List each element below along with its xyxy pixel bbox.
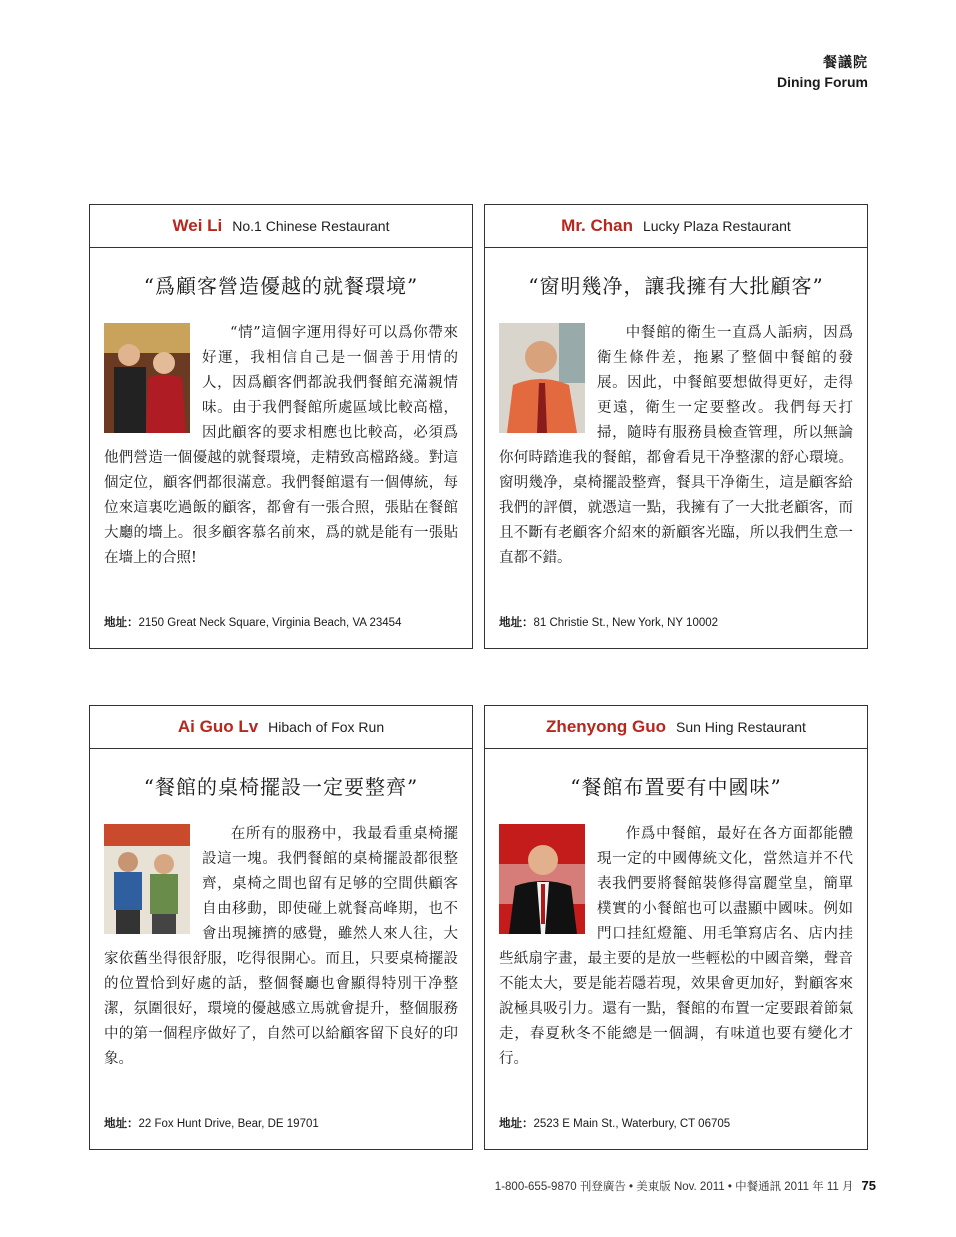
interview-card-wei-li — [89, 204, 473, 649]
headline-quote: “窗明幾净，讓我擁有大批顧客” — [528, 274, 824, 298]
address-line — [104, 614, 401, 630]
address-line — [104, 1115, 319, 1131]
restaurant-name: Sun Hing Restaurant — [675, 719, 806, 735]
portrait-photo — [499, 824, 585, 934]
interview-card-ai-guo-lv — [89, 705, 473, 1150]
article-text: 作爲中餐館，最好在各方面都能體現一定的中國傳統文化，當然這并不代表我們要將餐館裝修得富麗堂皇，簡單樸實的小餐館也可以盡顯中國味。例如門口挂紅燈籠、用毛筆寫店名、店内挂些紙扇字畫，最主要的是放一些輕松的中國音樂，聲音不能太大，要是能若隱若現，效果會更加好，對顧客來說極具吸引力。還有一點，餐館的布置一定要跟着節氣走，春夏秋冬不能總是一個調，有味道也要有變化才行。 — [499, 826, 853, 1067]
interviewee-name: Mr. Chan — [561, 216, 633, 235]
section-header — [777, 52, 868, 90]
address-line — [499, 614, 718, 630]
restaurant-name: Hibach of Fox Run — [268, 719, 385, 735]
headline-quote: “餐館布置要有中國味” — [570, 775, 782, 799]
headline-quote: “爲顧客營造優越的就餐環境” — [143, 274, 419, 298]
address-label: 地址： — [499, 617, 534, 629]
restaurant-name: No.1 Chinese Restaurant — [232, 218, 390, 234]
article-text: “情”這個字運用得好可以爲你帶來好運，我相信自己是一個善于用情的人，因爲顧客們都說我們餐館充滿親情味。由于我們餐館所處區域比較高檔，因此顧客的要求相應也比較高，必須爲他們營造一個優越的就餐環境，走精致高檔路綫。對這個定位，顧客們都很滿意。我們餐館還有一個傳統，每位來這裏吃過飯的顧客，都會有一張合照，張貼在餐館大廳的墻上。很多顧客慕名前來，爲的就是能有一張貼在墻上的合照! — [104, 325, 458, 566]
article-body — [499, 321, 853, 571]
card-header — [485, 706, 867, 749]
address-value: 22 Fox Hunt Drive, Bear, DE 19701 — [138, 1118, 319, 1130]
card-header — [90, 706, 472, 749]
address-value: 2523 E Main St., Waterbury, CT 06705 — [533, 1118, 731, 1130]
article-text: 在所有的服務中，我最看重桌椅擺設這一塊。我們餐館的桌椅擺設都很整齊，桌椅之間也留有足够的空間供顧客自由移動，即使碰上就餐高峰期，也不會出現擁擠的感覺，雖然人來人往，大家依舊坐得很舒服，吃得很開心。而且，只要桌椅擺設的位置恰到好處的話，整個餐廳也會顯得特別干净整潔，氛圍很好，環境的優越感立馬就會提升，整個服務中的第一個程序做好了，自然可以給顧客留下良好的印象。 — [104, 826, 458, 1067]
article-body — [104, 321, 458, 571]
interview-card-zhenyong-guo — [484, 705, 868, 1150]
headline-quote: “餐館的桌椅擺設一定要整齊” — [143, 775, 419, 799]
address-line — [499, 1115, 730, 1131]
interviewee-name: Ai Guo Lv — [177, 717, 259, 736]
page-number: 75 — [861, 1178, 876, 1193]
article-text: 中餐館的衛生一直爲人詬病，因爲衛生條件差，拖累了整個中餐館的發展。因此，中餐館要想做得更好，走得更遠，衛生一定要整改。我們每天打掃，隨時有服務員檢查管理，所以無論你何時踏進我的餐館，都會看見干净整潔的舒心環境。窗明幾净，桌椅擺設整齊，餐具干净衛生，這是顧客給我們的評價，就憑這一點，我擁有了一大批老顧客，而且不斷有老顧客介紹來的新顧客光臨，所以我們生意一直都不錯。 — [499, 325, 853, 566]
restaurant-name: Lucky Plaza Restaurant — [642, 218, 791, 234]
footer-text: 1-800-655-9870 刊登廣告 • 美東版 Nov. 2011 • 中餐通訊 2011 年 11 月 — [494, 1181, 854, 1193]
section-title-cn: 餐議院 — [823, 55, 868, 71]
address-value: 2150 Great Neck Square, Virginia Beach, VA 23454 — [138, 617, 402, 629]
card-header — [90, 205, 472, 248]
card-header — [485, 205, 867, 248]
address-label: 地址： — [499, 1118, 534, 1130]
portrait-photo — [499, 323, 585, 433]
interviewee-name: Zhenyong Guo — [546, 717, 666, 736]
portrait-photo — [104, 824, 190, 934]
address-value: 81 Christie St., New York, NY 10002 — [533, 617, 719, 629]
portrait-photo — [104, 323, 190, 433]
article-body — [104, 822, 458, 1072]
interview-card-mr-chan — [484, 204, 868, 649]
section-title-en: Dining Forum — [777, 74, 868, 90]
address-label: 地址： — [104, 1118, 139, 1130]
article-body — [499, 822, 853, 1072]
address-label: 地址： — [104, 617, 139, 629]
interviewee-name: Wei Li — [172, 216, 223, 235]
page-footer — [495, 1178, 876, 1194]
